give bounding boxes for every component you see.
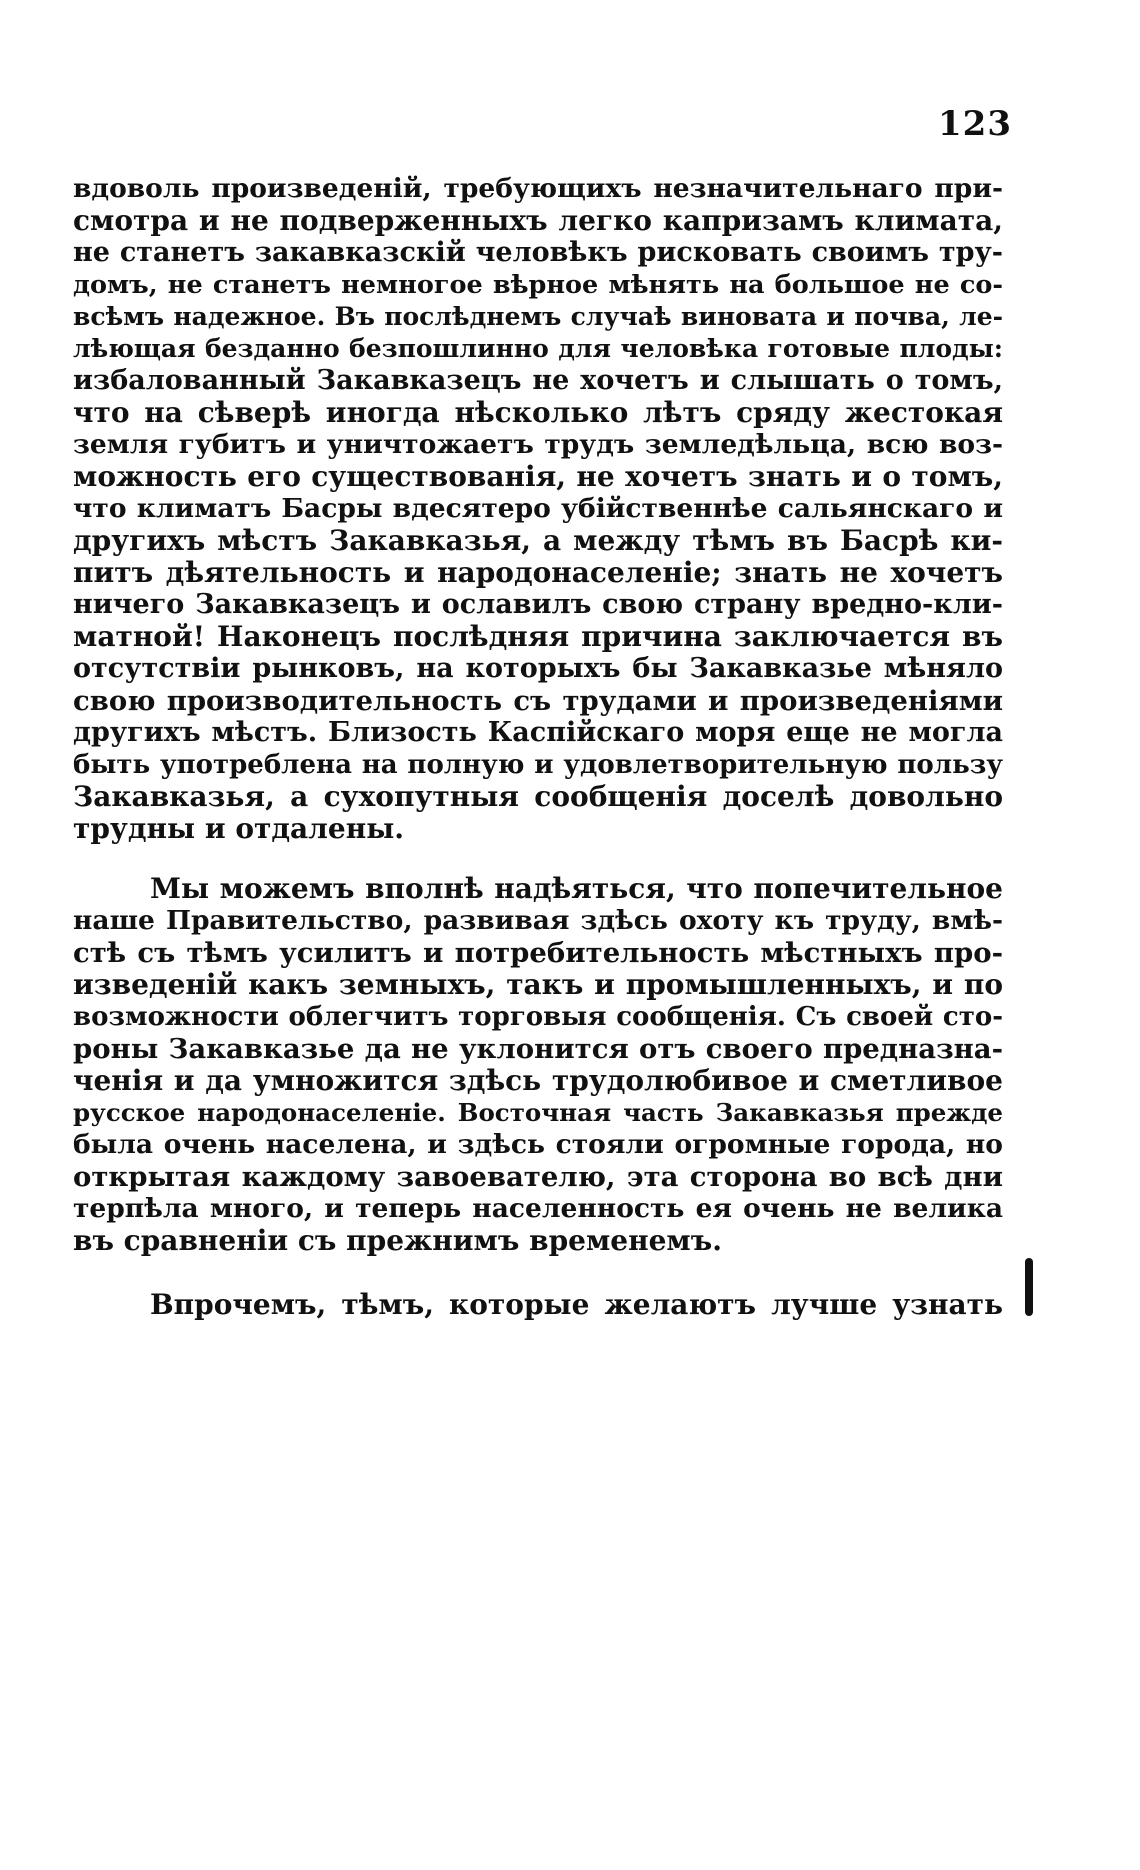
text-line: вдоволь произведенiй, требующихъ незначительнаго при- <box>73 173 1003 204</box>
text-line: стѣ съ тѣмъ усилитъ и потребительность мѣстныхъ про- <box>73 937 1003 969</box>
text-line: возможности облегчитъ торговыя сообщенiя. Съ своей сто- <box>73 1002 1003 1032</box>
text-line: что климатъ Басры вдесятеро убiйственнѣе сальянскаго и <box>73 493 1003 524</box>
text-line: всѣмъ надежное. Въ послѣднемъ случаѣ виновата и почва, ле- <box>73 302 1003 331</box>
text-line: ченiя и да умножится здѣсь трудолюбивое и сметливое <box>73 1064 1003 1097</box>
text-line: терпѣла много, и теперь населенность ея очень не велика <box>73 1193 1003 1224</box>
text-line: ничего Закавказецъ и ославилъ свою страну вредно-кли- <box>73 589 1003 620</box>
text-line: Мы можемъ вполнѣ надѣяться, что попечительное <box>150 872 1003 905</box>
text-line: не станетъ закавказскiй человѣкъ рисковать своимъ тру- <box>73 237 1003 268</box>
text-line: матной! Наконецъ послѣдняя причина заключается въ <box>73 620 1003 653</box>
text-line: трудны и отдалены. <box>73 812 405 845</box>
text-line: наше Правительство, развивая здѣсь охоту къ труду, вмѣ- <box>73 905 1003 936</box>
text-line: Впрочемъ, тѣмъ, которые желаютъ лучше узнать <box>150 1288 1003 1321</box>
text-line: земля губитъ и уничтожаетъ трудъ земледѣльца, всю воз- <box>73 429 1003 460</box>
text-line: другихъ мѣстъ. Близость Каспiйскаго моря еще не могла <box>73 717 1003 748</box>
text-line: домъ, не станетъ немногое вѣрное мѣнять на большое не со- <box>73 270 1003 300</box>
text-line: отсутствiи рынковъ, на которыхъ бы Закавказье мѣняло <box>73 653 1003 684</box>
margin-mark <box>1025 1258 1033 1316</box>
text-line: русское народонаселенiе. Восточная часть Закавказья прежде <box>73 1098 1003 1127</box>
text-line: что на сѣверѣ иногда нѣсколько лѣтъ сряду жестокая <box>73 396 1003 429</box>
text-line: свою производительность съ трудами и произведенiями <box>73 685 1003 717</box>
page-number: 123 <box>938 104 1012 144</box>
text-line: можность его существованiя, не хочетъ знать и о томъ, <box>73 460 1003 493</box>
text-line: изведенiй какъ земныхъ, такъ и промышленныхъ, и по <box>73 968 1003 1001</box>
text-line: роны Закавказье да не уклонится отъ своего предназна- <box>73 1033 1003 1065</box>
text-line: смотра и не подверженныхъ легко капризамъ климата, <box>73 204 1003 237</box>
text-line: была очень населена, и здѣсь стояли огромные города, но <box>73 1129 1003 1160</box>
text-line: другихъ мѣстъ Закавказья, а между тѣмъ въ Басрѣ ки- <box>73 524 1003 557</box>
text-line: избалованный Закавказецъ не хочетъ и слышать о томъ, <box>73 365 1003 396</box>
text-line: быть употреблена на полную и удовлетворительную пользу <box>73 750 1003 780</box>
text-line: лѣющая безданно безпошлинно для человѣка готовые плоды: <box>73 334 1003 363</box>
text-line: Закавказья, а сухопутныя сообщенiя доселѣ довольно <box>73 780 1003 813</box>
text-line: питъ дѣятельность и народонаселенiе; знать не хочетъ <box>73 556 1003 589</box>
text-line: открытая каждому завоевателю, эта сторона во всѣ дни <box>73 1161 1003 1193</box>
text-line: въ сравненiи съ прежнимъ временемъ. <box>73 1224 722 1257</box>
